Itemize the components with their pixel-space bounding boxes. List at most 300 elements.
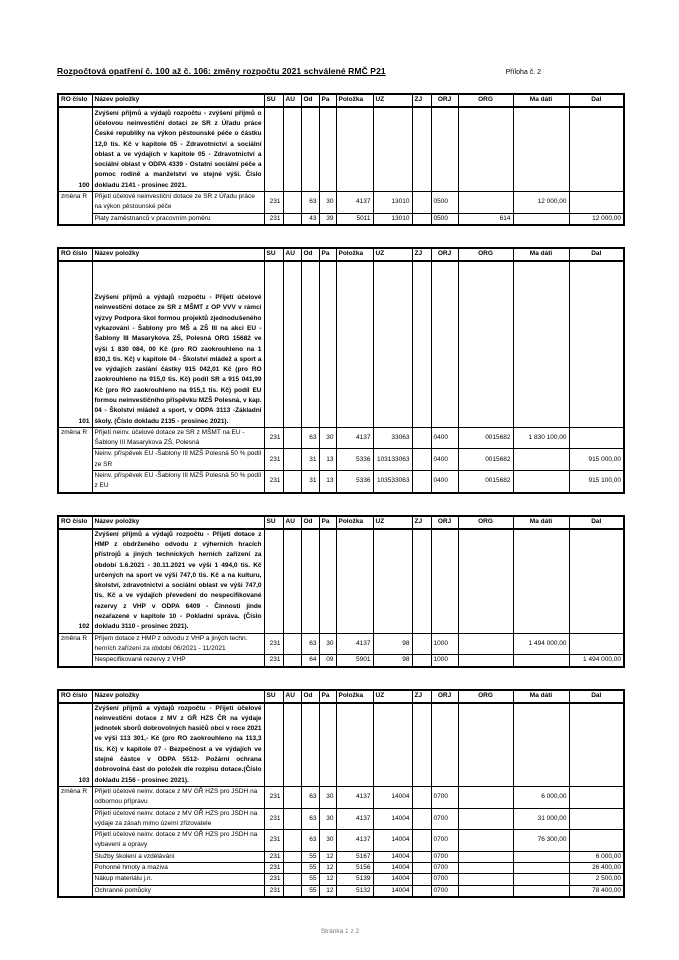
row-label: Pohonné hmoty a maziva — [92, 863, 264, 874]
description-cell: Zvýšení příjmů a výdajů rozpočtu - zvýšení příjmů o účelovou neinvestiční dotaci ze SR z Úřadu práce České republiky na výkon pěstounské péče o částku 12,0 tis. Kč v kapitole 05 - Zdravotnictví a sociální oblast a ve výdajích v kapitole 05 - Zdravotnictví a sociální oblast v ODPA 4339 - Ostatní sociální péče a pomoc rodině a manželství ve stejné výši. Číslo dokladu 2141 - prosinec 2021. — [92, 107, 264, 192]
empty-cell — [458, 261, 513, 428]
table-cell: 0400 — [431, 471, 458, 493]
empty-cell — [264, 703, 283, 787]
table-header-cell: Dal — [569, 94, 624, 107]
empty-cell — [336, 703, 373, 787]
table-cell — [458, 633, 513, 655]
table-header-cell: Položka — [336, 690, 373, 703]
empty-cell — [264, 529, 283, 634]
table-cell: 76 300,00 — [513, 830, 569, 852]
table-cell: 0700 — [431, 874, 458, 885]
table-cell: 31 — [301, 449, 319, 471]
table-cell: 1 830 100,00 — [513, 427, 569, 449]
row-label: Neinv. příspěvek EU -Šablony III MZŠ Polesná 50 % podíl z EU — [92, 471, 264, 493]
table-cell: 231 — [264, 213, 283, 225]
table-cell — [569, 427, 624, 449]
table-header-cell: UZ — [373, 516, 412, 529]
row-label: Přijetí účelové neinv. dotace z MV GŘ HZS pro JSDH na vybavení a opravy — [92, 830, 264, 852]
row-label: Přijetí účelové neinvestiční dotace ze SR z Úřadu práce na výkon pěstounské péče — [92, 192, 264, 214]
table-cell: 231 — [264, 863, 283, 874]
empty-cell — [412, 107, 431, 192]
table-cell: 09 — [319, 655, 336, 667]
table-cell — [283, 655, 301, 667]
table-cell — [458, 863, 513, 874]
row-label: Nákup materiálu j.n. — [92, 874, 264, 885]
document-content — [57, 0, 623, 935]
table-header-cell: Od — [301, 516, 319, 529]
row-label: Platy zaměstnanců v pracovním poměru — [92, 213, 264, 225]
table-cell: 6 000,00 — [513, 786, 569, 808]
page-footer: Stránka 1 z 2 — [320, 927, 360, 935]
description-cell: Zvýšení příjmů a výdajů rozpočtu - Přijetí dotace z HMP z obdrženého odvodu z výherních hracích přístrojů a jiných technických herních zařízení za období 1.6.2021 - 30.11.2021 ve výši 1 494,0 tis. Kč určených na sport ve výši 747,0 tis. Kč a na kulturu, školství, zdravotnictví a sociální oblast ve výši 747,0 tis. Kč a ve výdajích převedení do nespecifikované rezervy z VHP v ODPA 6409 - Činnosti jinde nezařazené v kapitole 10 - Pokladní správa. (Číslo dokladu 3110 - prosinec 2021). — [92, 529, 264, 634]
table-header-cell: ORG — [458, 690, 513, 703]
table-header-cell: ZJ — [412, 690, 431, 703]
tables-container — [57, 93, 623, 898]
empty-cell — [431, 529, 458, 634]
table-cell: 231 — [264, 874, 283, 885]
empty-cell — [458, 703, 513, 787]
table-cell: 5011 — [336, 213, 373, 225]
table-cell — [412, 885, 431, 897]
table-cell: 64 — [301, 655, 319, 667]
empty-cell — [319, 703, 336, 787]
table-cell — [513, 851, 569, 862]
table-cell — [412, 808, 431, 830]
table-cell: 14004 — [373, 851, 412, 862]
table-header-cell: ORG — [458, 248, 513, 261]
table-row — [58, 808, 624, 830]
empty-cell — [319, 529, 336, 634]
row-label: Nespecifikované rezervy z VHP — [92, 655, 264, 667]
table-header-cell: AU — [283, 248, 301, 261]
table-cell: 30 — [319, 427, 336, 449]
table-cell — [458, 655, 513, 667]
table-cell: 103533063 — [373, 471, 412, 493]
empty-cell — [283, 529, 301, 634]
table-cell: 78 400,00 — [569, 885, 624, 897]
table-cell: 0700 — [431, 808, 458, 830]
table-cell: 31 000,00 — [513, 808, 569, 830]
table-cell: 14004 — [373, 885, 412, 897]
table-cell — [513, 874, 569, 885]
table-header-cell: Položka — [336, 248, 373, 261]
table-cell: 103133063 — [373, 449, 412, 471]
table-cell: 43 — [301, 213, 319, 225]
table-header-cell: Dal — [569, 690, 624, 703]
table-cell — [513, 213, 569, 225]
table-header-cell: RO číslo — [58, 248, 92, 261]
table-header-cell: ZJ — [412, 248, 431, 261]
table-cell: 5901 — [336, 655, 373, 667]
table-cell: 4137 — [336, 830, 373, 852]
table-cell: 30 — [319, 808, 336, 830]
table-cell: 63 — [301, 192, 319, 214]
table-header-cell: Dal — [569, 516, 624, 529]
table-header-cell: UZ — [373, 248, 412, 261]
empty-cell — [513, 703, 569, 787]
table-cell: 63 — [301, 808, 319, 830]
table-cell: 0015682 — [458, 427, 513, 449]
table-cell — [283, 471, 301, 493]
table-row — [58, 830, 624, 852]
table-cell: 0700 — [431, 851, 458, 862]
table-cell — [283, 427, 301, 449]
table-header-cell: Ma dáti — [513, 690, 569, 703]
table-cell: 231 — [264, 808, 283, 830]
budget-table — [57, 515, 625, 668]
table-cell — [458, 874, 513, 885]
table-cell — [458, 830, 513, 852]
table-cell: 98 — [373, 655, 412, 667]
table-cell: 0700 — [431, 830, 458, 852]
table-header-cell: Ma dáti — [513, 516, 569, 529]
table-cell — [412, 786, 431, 808]
table-header-cell: Pa — [319, 248, 336, 261]
table-cell: 5156 — [336, 863, 373, 874]
table-row — [58, 213, 624, 225]
table-header-cell: SU — [264, 516, 283, 529]
table-cell — [569, 633, 624, 655]
table-cell: 4137 — [336, 808, 373, 830]
table-cell: 12 — [319, 863, 336, 874]
table-cell: 30 — [319, 786, 336, 808]
table-cell: 55 — [301, 885, 319, 897]
table-cell: 1000 — [431, 633, 458, 655]
empty-cell — [513, 107, 569, 192]
table-header-cell: ORJ — [431, 248, 458, 261]
row-label: Přijetí neinv. účelové dotace ze SR z MŠMT na EU - Šablony III Masarykova ZŠ, Polesná — [92, 427, 264, 449]
table-cell: 0015682 — [458, 471, 513, 493]
table-cell: 12 — [319, 851, 336, 862]
table-cell: 13 — [319, 449, 336, 471]
table-cell: 14004 — [373, 786, 412, 808]
table-cell — [283, 874, 301, 885]
table-header-cell: ORJ — [431, 94, 458, 107]
table-cell: 33063 — [373, 427, 412, 449]
table-header-cell: Ma dáti — [513, 248, 569, 261]
table-cell — [412, 863, 431, 874]
table-cell — [283, 449, 301, 471]
table-cell: 55 — [301, 874, 319, 885]
table-cell: 231 — [264, 851, 283, 862]
table-row — [58, 786, 624, 808]
table-cell: 6 000,00 — [569, 851, 624, 862]
table-cell: 0015682 — [458, 449, 513, 471]
table-header-cell: UZ — [373, 94, 412, 107]
table-header-cell: Položka — [336, 516, 373, 529]
table-cell: 4137 — [336, 427, 373, 449]
empty-cell — [569, 261, 624, 428]
table-cell — [513, 885, 569, 897]
table-header-row — [58, 516, 624, 529]
table-cell — [283, 808, 301, 830]
table-header-cell: ORG — [458, 516, 513, 529]
table-cell: 5139 — [336, 874, 373, 885]
ro-change-label: změna R — [58, 633, 92, 666]
table-cell: 0500 — [431, 192, 458, 214]
table-cell: 14004 — [373, 874, 412, 885]
table-header-cell: AU — [283, 516, 301, 529]
table-header-cell: SU — [264, 248, 283, 261]
empty-cell — [283, 107, 301, 192]
empty-cell — [336, 261, 373, 428]
description-cell: Zvýšení příjmů a výdajů rozpočtu - Přijetí účelové neinvestiční dotace z MV z GŘ HZS ČR na výdaje jednotek sborů dobrovolných hasičů obcí v roce 2021 ve výši 113 301,- Kč (pro RO zaokrouhleno na 113,3 tis. Kč) v kapitole 07 - Bezpečnost a ve výdajích ve stejné částce v ODPA 5512- Požární ochrana dobrovolná část do položek dle rozpisu dotace.(Číslo dokladu 2156 - prosinec 2021). — [92, 703, 264, 787]
table-row — [58, 851, 624, 862]
table-cell: 30 — [319, 633, 336, 655]
table-header-cell: Dal — [569, 248, 624, 261]
table-cell: 4137 — [336, 192, 373, 214]
table-cell: 30 — [319, 830, 336, 852]
empty-cell — [412, 261, 431, 428]
table-cell: 231 — [264, 449, 283, 471]
table-cell: 12 — [319, 874, 336, 885]
table-cell: 231 — [264, 830, 283, 852]
table-cell: 30 — [319, 192, 336, 214]
row-label: Příjem dotace z HMP z odvodu z VHP a jiných techn. herních zařízení za období 06/2021 - 11/2021 — [92, 633, 264, 655]
description-row — [58, 703, 624, 787]
table-cell: 0500 — [431, 213, 458, 225]
table-header-cell: Název položky — [92, 516, 264, 529]
table-cell — [458, 885, 513, 897]
table-cell — [412, 192, 431, 214]
empty-cell — [513, 529, 569, 634]
table-cell: 14004 — [373, 863, 412, 874]
table-cell: 231 — [264, 427, 283, 449]
table-header-cell: ORJ — [431, 690, 458, 703]
empty-cell — [373, 261, 412, 428]
table-cell: 915 100,00 — [569, 471, 624, 493]
table-cell: 98 — [373, 633, 412, 655]
table-cell: 39 — [319, 213, 336, 225]
table-header-cell: SU — [264, 94, 283, 107]
table-header-cell: AU — [283, 94, 301, 107]
table-cell: 12 000,00 — [513, 192, 569, 214]
table-cell: 31 — [301, 471, 319, 493]
table-row — [58, 633, 624, 655]
table-cell — [412, 471, 431, 493]
table-cell — [569, 808, 624, 830]
empty-cell — [412, 703, 431, 787]
table-header-cell: Název položky — [92, 94, 264, 107]
table-cell — [283, 851, 301, 862]
table-header-cell: Ma dáti — [513, 94, 569, 107]
row-label: Neinv. příspěvek EU -Šablony III MZŠ Polesná 50 % podíl ze SR — [92, 449, 264, 471]
table-cell: 5336 — [336, 449, 373, 471]
empty-cell — [319, 261, 336, 428]
table-cell: 1000 — [431, 655, 458, 667]
table-header-cell: Pa — [319, 516, 336, 529]
table-cell: 231 — [264, 633, 283, 655]
ro-number: 100 — [58, 107, 92, 192]
table-cell: 2 500,00 — [569, 874, 624, 885]
table-header-cell: ORG — [458, 94, 513, 107]
ro-change-label: změna R — [58, 786, 92, 896]
table-cell: 0400 — [431, 449, 458, 471]
empty-cell — [373, 107, 412, 192]
attachment-label: Příloha č. 2 — [505, 69, 541, 76]
table-header-cell: Pa — [319, 690, 336, 703]
table-cell: 55 — [301, 863, 319, 874]
table-header-row — [58, 690, 624, 703]
table-header-cell: Název položky — [92, 248, 264, 261]
table-row — [58, 192, 624, 214]
table-header-cell: RO číslo — [58, 516, 92, 529]
table-cell — [458, 192, 513, 214]
table-cell: 5132 — [336, 885, 373, 897]
table-cell — [513, 655, 569, 667]
table-header-cell: UZ — [373, 690, 412, 703]
empty-cell — [569, 107, 624, 192]
title-bar — [57, 66, 623, 76]
table-header-cell: Název položky — [92, 690, 264, 703]
empty-cell — [301, 261, 319, 428]
table-header-cell: Pa — [319, 94, 336, 107]
page-title: Rozpočtová opatření č. 100 až č. 106: změny rozpočtu 2021 schválené RMČ P21 — [57, 66, 386, 76]
table-cell — [412, 427, 431, 449]
table-cell: 0700 — [431, 863, 458, 874]
empty-cell — [319, 107, 336, 192]
table-cell — [569, 830, 624, 852]
empty-cell — [283, 703, 301, 787]
empty-cell — [569, 529, 624, 634]
table-cell: 915 000,00 — [569, 449, 624, 471]
empty-cell — [373, 529, 412, 634]
table-cell: 13010 — [373, 192, 412, 214]
table-header-cell: Od — [301, 248, 319, 261]
empty-cell — [301, 529, 319, 634]
table-cell — [283, 192, 301, 214]
table-cell: 0700 — [431, 885, 458, 897]
empty-cell — [569, 703, 624, 787]
table-cell: 63 — [301, 633, 319, 655]
table-cell: 5167 — [336, 851, 373, 862]
table-row — [58, 471, 624, 493]
table-cell: 231 — [264, 885, 283, 897]
table-cell — [412, 213, 431, 225]
table-cell — [412, 874, 431, 885]
row-label: Služby školení a vzdělávání — [92, 851, 264, 862]
table-cell: 614 — [458, 213, 513, 225]
row-label: Ochranné pomůcky — [92, 885, 264, 897]
ro-number: 103 — [58, 703, 92, 787]
table-cell — [412, 851, 431, 862]
table-cell: 12 — [319, 885, 336, 897]
empty-cell — [264, 107, 283, 192]
empty-cell — [431, 107, 458, 192]
description-row — [58, 529, 624, 634]
table-cell — [569, 192, 624, 214]
table-row — [58, 863, 624, 874]
table-header-cell: AU — [283, 690, 301, 703]
table-cell — [412, 830, 431, 852]
table-row — [58, 427, 624, 449]
table-cell: 63 — [301, 427, 319, 449]
table-cell — [283, 633, 301, 655]
table-cell: 1 494 000,00 — [569, 655, 624, 667]
table-cell: 63 — [301, 786, 319, 808]
ro-number: 102 — [58, 529, 92, 634]
empty-cell — [301, 107, 319, 192]
empty-cell — [458, 107, 513, 192]
table-cell: 14004 — [373, 808, 412, 830]
description-cell: Zvýšení příjmů a výdajů rozpočtu - Přijetí účelové neinvestiční dotace ze SR z MŠMT z OP VVV v rámci výzvy Podpora škol formou projektů zjednodušeného vykazování - Šablony pro MŠ a ZŠ III na akci EU - Šablony III Masarykova ZŠ, Polesná ORG 15682 ve výši 1 830 084, 00 Kč (pro RO zaokrouhleno na 1 830,1 tis. Kč) v kapitole 04 - Školství mládež a sport a ve výdajích zaslání částky 915 042,01 Kč (pro RO zaokrouhleno na 915,0 tis. Kč) podíl SR a 915 041,99 Kč (pro RO zaokrouhleno na 915,1 tis. Kč) podíl EU formou neinvestičního příspěvku MZŠ Polesná, v kap. 04 - Školství mládež a sport, v ODPA 3113 -Základní školy. (Číslo dokladu 2135 - prosinec 2021). — [92, 261, 264, 428]
table-header-cell: ZJ — [412, 516, 431, 529]
table-cell: 12 000,00 — [569, 213, 624, 225]
empty-cell — [336, 529, 373, 634]
table-cell — [458, 808, 513, 830]
table-header-cell: RO číslo — [58, 690, 92, 703]
table-cell — [513, 449, 569, 471]
empty-cell — [412, 529, 431, 634]
table-header-cell: ORJ — [431, 516, 458, 529]
budget-table — [57, 93, 625, 226]
table-cell — [283, 863, 301, 874]
table-cell — [513, 863, 569, 874]
row-label: Přijetí účelové neinv. dotace z MV GŘ HZS pro JSDH na výdaje za zásah mimo území zřizovatele — [92, 808, 264, 830]
ro-number: 101 — [58, 261, 92, 428]
table-cell: 13010 — [373, 213, 412, 225]
table-header-cell: Od — [301, 690, 319, 703]
table-cell — [283, 885, 301, 897]
table-cell — [283, 786, 301, 808]
table-cell: 4137 — [336, 633, 373, 655]
table-cell: 14004 — [373, 830, 412, 852]
table-cell: 5336 — [336, 471, 373, 493]
table-cell — [569, 786, 624, 808]
budget-table — [57, 689, 625, 898]
table-header-cell: ZJ — [412, 94, 431, 107]
empty-cell — [264, 261, 283, 428]
table-cell — [283, 830, 301, 852]
table-cell — [412, 449, 431, 471]
empty-cell — [301, 703, 319, 787]
description-row — [58, 107, 624, 192]
table-cell: 4137 — [336, 786, 373, 808]
table-cell: 13 — [319, 471, 336, 493]
empty-cell — [431, 261, 458, 428]
table-cell — [412, 633, 431, 655]
table-row — [58, 885, 624, 897]
description-row — [58, 261, 624, 428]
table-cell — [283, 213, 301, 225]
empty-cell — [373, 703, 412, 787]
empty-cell — [458, 529, 513, 634]
table-header-cell: SU — [264, 690, 283, 703]
ro-change-label: změna R — [58, 427, 92, 492]
table-cell: 0700 — [431, 786, 458, 808]
table-cell: 26 400,00 — [569, 863, 624, 874]
table-row — [58, 449, 624, 471]
ro-change-label: změna R — [58, 192, 92, 225]
table-cell: 63 — [301, 830, 319, 852]
table-cell: 55 — [301, 851, 319, 862]
budget-table — [57, 247, 625, 494]
empty-cell — [431, 703, 458, 787]
table-row — [58, 655, 624, 667]
table-header-cell: RO číslo — [58, 94, 92, 107]
table-cell: 0400 — [431, 427, 458, 449]
table-cell — [458, 786, 513, 808]
empty-cell — [283, 261, 301, 428]
table-header-row — [58, 248, 624, 261]
table-cell — [458, 851, 513, 862]
table-cell: 1 494 000,00 — [513, 633, 569, 655]
row-label: Přijetí účelové neinv. dotace z MV GŘ HZS pro JSDH na odbornou přípravu — [92, 786, 264, 808]
table-header-cell: Od — [301, 94, 319, 107]
table-header-cell: Položka — [336, 94, 373, 107]
table-cell — [412, 655, 431, 667]
table-cell: 231 — [264, 192, 283, 214]
